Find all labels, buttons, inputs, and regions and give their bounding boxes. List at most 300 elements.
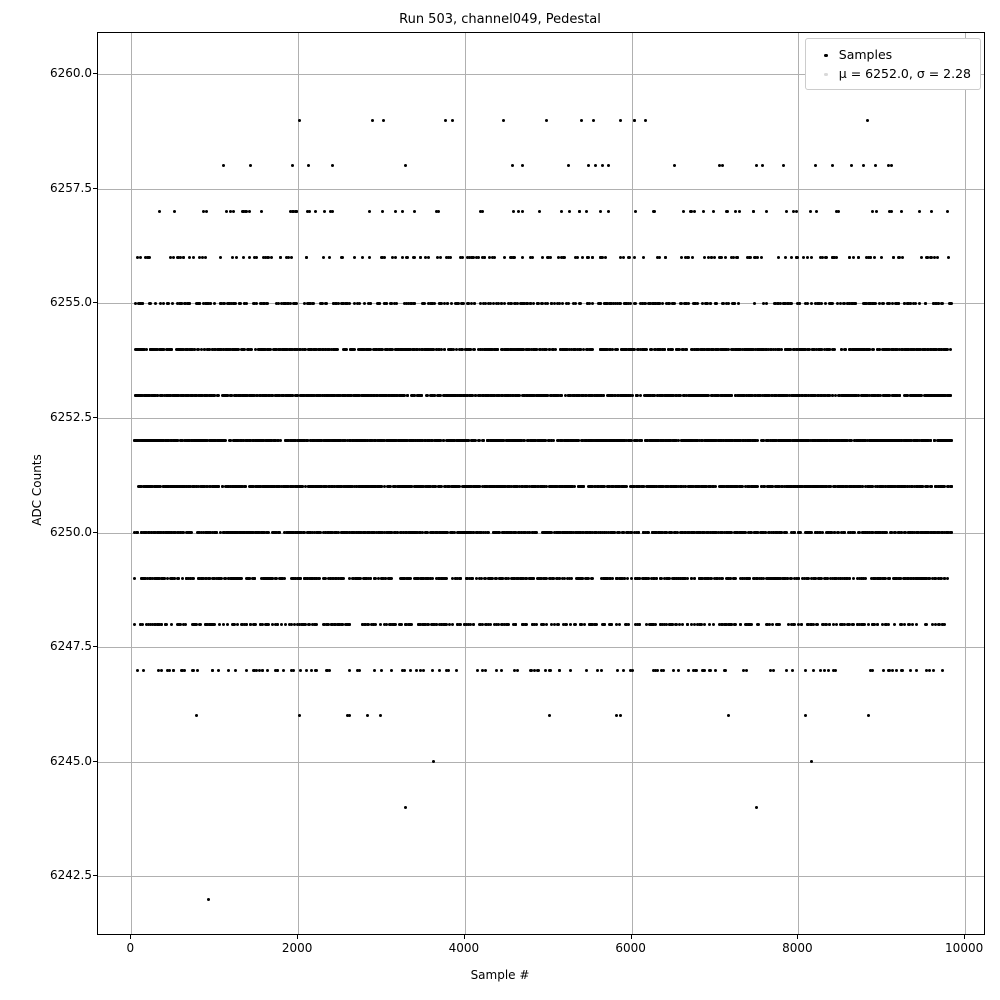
scatter-point: [756, 439, 759, 442]
scatter-point: [349, 348, 352, 351]
scatter-point: [327, 394, 330, 397]
scatter-point: [418, 348, 421, 351]
scatter-point: [748, 256, 751, 259]
scatter-point: [469, 394, 472, 397]
scatter-point: [489, 302, 492, 305]
scatter-point: [511, 394, 514, 397]
scatter-point: [795, 210, 798, 213]
scatter-point: [150, 348, 153, 351]
scatter-point: [293, 348, 296, 351]
scatter-point: [197, 394, 200, 397]
scatter-point: [784, 302, 787, 305]
scatter-point: [393, 302, 396, 305]
scatter-point: [182, 348, 185, 351]
scatter-point: [511, 164, 514, 167]
scatter-point: [361, 256, 364, 259]
scatter-point: [852, 256, 855, 259]
scatter-point: [371, 119, 374, 122]
scatter-point: [722, 302, 725, 305]
scatter-point: [248, 210, 251, 213]
scatter-point: [625, 302, 628, 305]
scatter-point: [391, 394, 394, 397]
scatter-point: [753, 256, 756, 259]
scatter-point: [348, 302, 351, 305]
scatter-point: [811, 348, 814, 351]
scatter-point: [314, 210, 317, 213]
scatter-point: [642, 256, 645, 259]
scatter-point: [810, 256, 813, 259]
scatter-point: [829, 302, 832, 305]
scatter-point: [857, 394, 860, 397]
scatter-point: [450, 348, 453, 351]
scatter-point: [404, 164, 407, 167]
scatter-point: [265, 302, 268, 305]
scatter-point: [437, 210, 440, 213]
scatter-point: [911, 348, 914, 351]
scatter-point: [568, 210, 571, 213]
scatter-point: [449, 256, 452, 259]
scatter-point: [777, 256, 780, 259]
scatter-point: [933, 439, 936, 442]
scatter-point: [798, 348, 801, 351]
scatter-point: [736, 256, 739, 259]
scatter-point: [904, 348, 907, 351]
scatter-point: [849, 348, 852, 351]
scatter-point: [259, 348, 262, 351]
scatter-point: [629, 348, 632, 351]
scatter-point: [205, 210, 208, 213]
scatter-point: [419, 394, 422, 397]
scatter-point: [839, 302, 842, 305]
scatter-point: [521, 210, 524, 213]
scatter-point: [249, 164, 252, 167]
scatter-point: [308, 210, 311, 213]
scatter-point: [615, 348, 618, 351]
scatter-point: [496, 348, 499, 351]
scatter-point: [285, 256, 288, 259]
scatter-point: [725, 210, 728, 213]
scatter-point: [581, 256, 584, 259]
scatter-point: [381, 394, 384, 397]
scatter-point: [918, 210, 921, 213]
scatter-point: [824, 302, 827, 305]
scatter-point: [681, 348, 684, 351]
scatter-point: [599, 210, 602, 213]
scatter-point: [585, 210, 588, 213]
scatter-point: [866, 119, 869, 122]
scatter-point: [318, 394, 321, 397]
scatter-point: [382, 119, 385, 122]
scatter-point: [733, 302, 736, 305]
scatter-point: [391, 256, 394, 259]
scatter-point: [159, 394, 162, 397]
scatter-point: [601, 164, 604, 167]
scatter-point: [643, 394, 646, 397]
scatter-point: [346, 394, 349, 397]
scatter-point: [443, 348, 446, 351]
scatter-point: [607, 164, 610, 167]
scatter-point: [473, 302, 476, 305]
scatter-point: [576, 256, 579, 259]
scatter-point: [898, 394, 901, 397]
scatter-point: [837, 394, 840, 397]
scatter-point: [658, 302, 661, 305]
scatter-point: [502, 119, 505, 122]
scatter-point: [415, 348, 418, 351]
scatter-point: [241, 394, 244, 397]
scatter-point: [407, 302, 410, 305]
scatter-point: [650, 348, 653, 351]
scatter-point: [552, 394, 555, 397]
scatter-point: [627, 394, 630, 397]
scatter-point: [158, 210, 161, 213]
scatter-point: [785, 394, 788, 397]
scatter-point: [918, 302, 921, 305]
scatter-point: [588, 302, 591, 305]
scatter-point: [946, 210, 949, 213]
scatter-point: [279, 256, 282, 259]
scatter-point: [878, 302, 881, 305]
scatter-point: [802, 256, 805, 259]
scatter-point: [641, 302, 644, 305]
scatter-point: [719, 256, 722, 259]
scatter-point: [912, 394, 915, 397]
scatter-point: [453, 394, 456, 397]
scatter-point: [758, 394, 761, 397]
scatter-point: [841, 394, 844, 397]
scatter-point: [872, 348, 875, 351]
scatter-point: [675, 394, 678, 397]
scatter-point: [381, 210, 384, 213]
scatter-point: [503, 256, 506, 259]
scatter-point: [621, 348, 624, 351]
scatter-point: [138, 394, 141, 397]
scatter-point: [353, 302, 356, 305]
scatter-point: [860, 348, 863, 351]
scatter-point: [831, 164, 834, 167]
scatter-point: [517, 210, 520, 213]
scatter-point: [737, 302, 740, 305]
scatter-point: [890, 164, 893, 167]
scatter-point: [884, 394, 887, 397]
scatter-point: [706, 348, 709, 351]
scatter-point: [844, 348, 847, 351]
scatter-point: [173, 210, 176, 213]
scatter-point: [613, 394, 616, 397]
scatter-point: [311, 302, 314, 305]
scatter-point: [691, 394, 694, 397]
scatter-point: [724, 348, 727, 351]
scatter-point: [806, 302, 809, 305]
scatter-point: [332, 348, 335, 351]
scatter-point: [368, 210, 371, 213]
scatter-point: [577, 394, 580, 397]
scatter-point: [512, 210, 515, 213]
scatter-point: [419, 256, 422, 259]
scatter-point: [671, 302, 674, 305]
scatter-point: [139, 256, 142, 259]
scatter-point: [730, 394, 733, 397]
scatter-point: [846, 394, 849, 397]
scatter-point: [916, 348, 919, 351]
scatter-point: [871, 210, 874, 213]
scatter-point: [707, 256, 710, 259]
scatter-point: [591, 256, 594, 259]
scatter-point: [322, 256, 325, 259]
scatter-point: [352, 394, 355, 397]
scatter-point: [567, 164, 570, 167]
scatter-point: [792, 394, 795, 397]
scatter-point: [890, 210, 893, 213]
scatter-point: [485, 394, 488, 397]
scatter-point: [569, 394, 572, 397]
scatter-point: [677, 439, 680, 442]
scatter-point: [929, 439, 932, 442]
scatter-point: [868, 348, 871, 351]
scatter-point: [625, 439, 628, 442]
scatter-point: [216, 394, 219, 397]
scatter-point: [752, 210, 755, 213]
scatter-point: [242, 256, 245, 259]
scatter-point: [500, 302, 503, 305]
scatter-point: [871, 302, 874, 305]
scatter-point: [147, 256, 150, 259]
scatter-point: [521, 164, 524, 167]
scatter-point: [537, 302, 540, 305]
scatter-point: [520, 348, 523, 351]
scatter-point: [280, 302, 283, 305]
scatter-point: [560, 394, 563, 397]
scatter-point: [644, 119, 647, 122]
scatter-point: [779, 302, 782, 305]
scatter-point: [366, 439, 369, 442]
scatter-point: [653, 394, 656, 397]
scatter-point: [577, 439, 580, 442]
scatter-point: [686, 256, 689, 259]
scatter-point: [746, 348, 749, 351]
scatter-point: [248, 256, 251, 259]
scatter-point: [936, 256, 939, 259]
scatter-point: [477, 256, 480, 259]
scatter-point: [725, 394, 728, 397]
scatter-point: [521, 256, 524, 259]
scatter-point: [492, 394, 495, 397]
scatter-point: [853, 439, 856, 442]
scatter-point: [249, 394, 252, 397]
scatter-point: [664, 256, 667, 259]
scatter-point: [573, 394, 576, 397]
scatter-point: [525, 348, 528, 351]
scatter-point: [331, 210, 334, 213]
scatter-point: [795, 256, 798, 259]
scatter-point: [564, 348, 567, 351]
scatter-point: [850, 164, 853, 167]
scatter-point: [394, 210, 397, 213]
scatter-point: [742, 394, 745, 397]
scatter-point: [255, 256, 258, 259]
scatter-point: [541, 302, 544, 305]
scatter-point: [550, 439, 553, 442]
scatter-point: [305, 394, 308, 397]
scatter-point: [579, 302, 582, 305]
scatter-point: [263, 348, 266, 351]
scatter-point: [327, 348, 330, 351]
scatter-point: [798, 302, 801, 305]
scatter-point: [427, 256, 430, 259]
scatter-point: [810, 394, 813, 397]
scatter-point: [924, 302, 927, 305]
scatter-point: [933, 256, 936, 259]
scatter-point: [293, 302, 296, 305]
scatter-point: [924, 394, 927, 397]
scatter-point: [917, 394, 920, 397]
scatter-point: [814, 164, 817, 167]
scatter-point: [734, 210, 737, 213]
scatter-point: [530, 348, 533, 351]
scatter-point: [446, 302, 449, 305]
scatter-point: [232, 210, 235, 213]
scatter-point: [762, 348, 765, 351]
scatter-point: [863, 302, 866, 305]
scatter-point: [368, 256, 371, 259]
scatter-point: [816, 394, 819, 397]
scatter-point: [648, 394, 651, 397]
scatter-point: [411, 394, 414, 397]
scatter-point: [475, 256, 478, 259]
scatter-point: [594, 164, 597, 167]
scatter-point: [882, 302, 885, 305]
scatter-point: [332, 394, 335, 397]
scatter-point: [634, 302, 637, 305]
scatter-point: [270, 256, 273, 259]
scatter-point: [949, 348, 952, 351]
scatter-point: [718, 164, 721, 167]
scatter-point: [835, 256, 838, 259]
scatter-point: [473, 348, 476, 351]
scatter-point: [439, 256, 442, 259]
scatter-point: [433, 394, 436, 397]
scatter-point: [538, 210, 541, 213]
scatter-point: [937, 394, 940, 397]
scatter-point: [200, 394, 203, 397]
scatter-point: [370, 394, 373, 397]
scatter-point: [584, 394, 587, 397]
scatter-point: [222, 164, 225, 167]
scatter-point: [553, 302, 556, 305]
scatter-point: [291, 164, 294, 167]
scatter-point: [444, 119, 447, 122]
scatter-point: [604, 256, 607, 259]
scatter-point: [749, 394, 752, 397]
scatter-point: [878, 348, 881, 351]
scatter-point: [563, 256, 566, 259]
scatter-point: [607, 210, 610, 213]
scatter-point: [320, 302, 323, 305]
scatter-point: [590, 348, 593, 351]
scatter-point: [258, 394, 261, 397]
scatter-point: [876, 394, 879, 397]
scatter-point: [848, 256, 851, 259]
scatter-point: [782, 164, 785, 167]
scatter-point: [181, 394, 184, 397]
scatter-point: [196, 302, 199, 305]
scatter-point: [289, 348, 292, 351]
scatter-point: [192, 256, 195, 259]
scatter-point: [203, 394, 206, 397]
scatter-point: [467, 439, 470, 442]
scatter-point: [412, 256, 415, 259]
scatter-point: [862, 394, 865, 397]
scatter-point: [809, 210, 812, 213]
scatter-point: [141, 302, 144, 305]
scatter-point: [421, 302, 424, 305]
scatter-point: [378, 302, 381, 305]
scatter-point: [790, 256, 793, 259]
scatter-point: [796, 394, 799, 397]
scatter-point: [903, 394, 906, 397]
scatter-point: [544, 394, 547, 397]
scatter-point: [341, 394, 344, 397]
scatter-point: [496, 394, 499, 397]
scatter-point: [207, 302, 210, 305]
scatter-point: [634, 210, 637, 213]
scatter-point: [887, 394, 890, 397]
scatter-point: [942, 348, 945, 351]
scatter-point: [134, 302, 137, 305]
scatter-point: [785, 210, 788, 213]
scatter-point: [491, 348, 494, 351]
scatter-point: [580, 119, 583, 122]
scatter-point: [574, 302, 577, 305]
scatter-point: [629, 302, 632, 305]
scatter-point: [213, 302, 216, 305]
scatter-point: [245, 302, 248, 305]
scatter-point: [900, 210, 903, 213]
scatter-point: [278, 348, 281, 351]
scatter-point: [815, 348, 818, 351]
scatter-point: [627, 256, 630, 259]
scatter-point: [456, 394, 459, 397]
scatter-point: [395, 394, 398, 397]
scatter-point: [235, 256, 238, 259]
scatter-point: [557, 256, 560, 259]
scatter-point: [619, 119, 622, 122]
scatter-point: [171, 394, 174, 397]
scatter-point: [712, 210, 715, 213]
scatter-point: [661, 394, 664, 397]
scatter-point: [695, 348, 698, 351]
scatter-point: [503, 302, 506, 305]
scatter-point: [337, 394, 340, 397]
scatter-point: [206, 348, 209, 351]
scatter-point: [713, 256, 716, 259]
scatter-point: [408, 348, 411, 351]
scatter-point: [592, 119, 595, 122]
scatter-point: [353, 256, 356, 259]
scatter-point: [551, 348, 554, 351]
scatter-point: [784, 256, 787, 259]
scatter-point: [320, 485, 323, 488]
scatter-point: [639, 394, 642, 397]
scatter-point: [682, 394, 685, 397]
scatter-point: [219, 256, 222, 259]
scatter-point: [203, 348, 206, 351]
scatter-point: [680, 256, 683, 259]
scatter-point: [154, 302, 157, 305]
scatter-point: [806, 256, 809, 259]
scatter-point: [658, 256, 661, 259]
scatter-point: [264, 394, 267, 397]
